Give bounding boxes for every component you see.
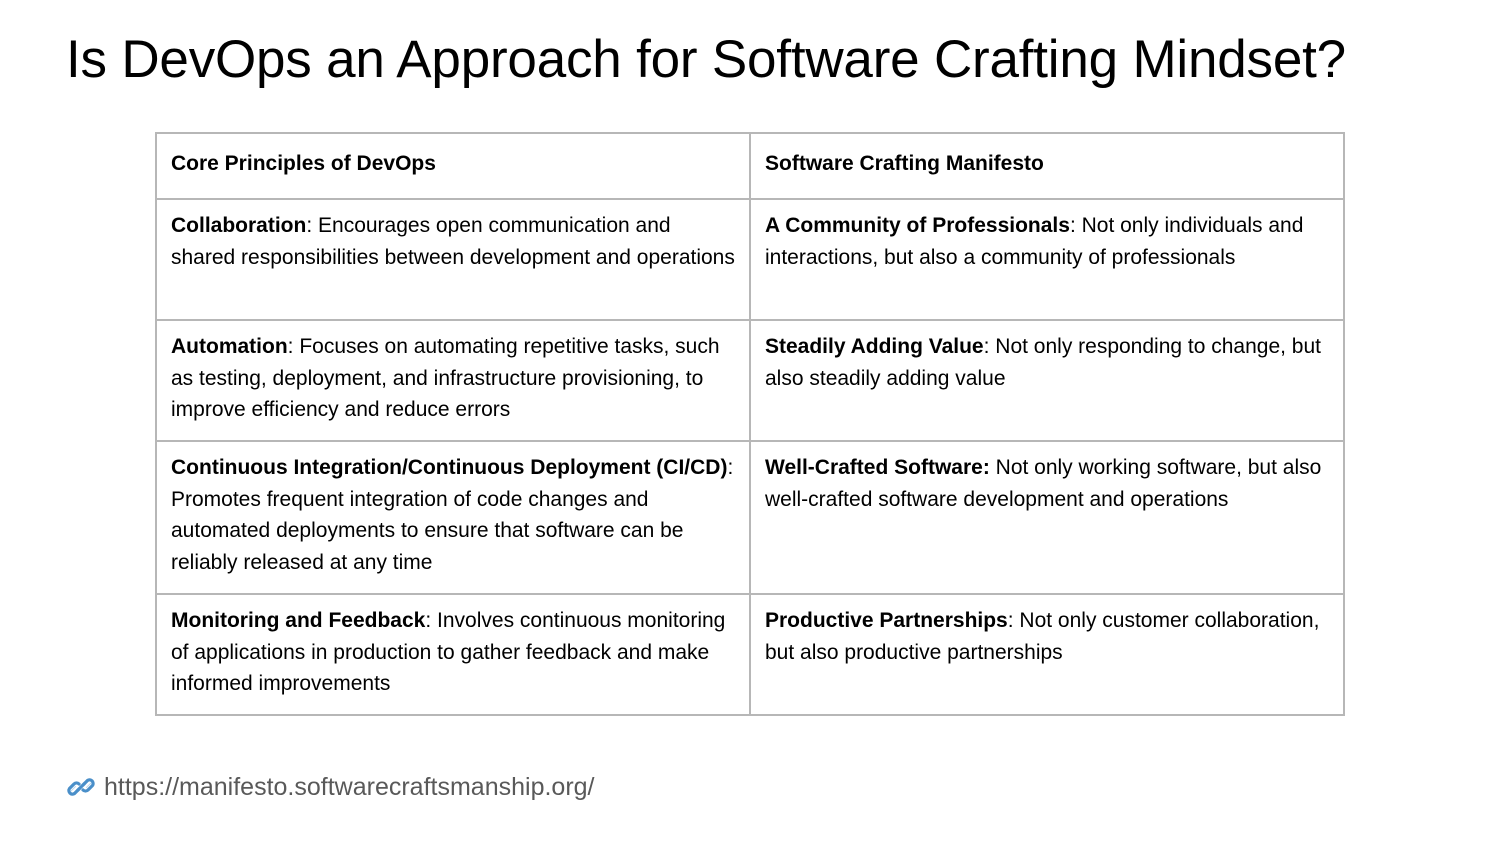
devops-principle-cell <box>156 199 750 320</box>
table-row <box>156 594 1344 715</box>
manifesto-cell <box>750 320 1344 441</box>
comparison-table <box>155 132 1345 716</box>
manifesto-description: : Not only customer collaboration, but also productive partnerships <box>765 609 1320 664</box>
devops-principle-cell <box>156 320 750 441</box>
principle-description: : Encourages open communication and shared responsibilities between development and operations <box>171 214 735 269</box>
devops-principle-cell <box>156 441 750 594</box>
manifesto-term: Well-Crafted Software: <box>765 456 990 479</box>
principle-description: : Promotes frequent integration of code changes and automated deployments to ensure that software can be reliably released at any time <box>171 456 734 574</box>
slide-title: Is DevOps an Approach for Software Crafting Mindset? <box>66 30 1346 89</box>
principle-term: Automation <box>171 335 288 358</box>
table-row <box>156 441 1344 594</box>
manifesto-cell <box>750 441 1344 594</box>
principle-term: Collaboration <box>171 214 307 237</box>
manifesto-cell <box>750 199 1344 320</box>
manifesto-description: : Not only individuals and interactions, but also a community of professionals <box>765 214 1304 269</box>
principle-term: Continuous Integration/Continuous Deployment (CI/CD) <box>171 456 728 479</box>
header-devops-principles: Core Principles of DevOps <box>156 133 750 199</box>
manifesto-term: A Community of Professionals <box>765 214 1070 237</box>
principle-description: : Focuses on automating repetitive tasks, such as testing, deployment, and infrastructure provisioning, to improve efficiency and reduce errors <box>171 335 720 421</box>
principle-description: : Involves continuous monitoring of applications in production to gather feedback and make informed improvements <box>171 609 726 695</box>
manifesto-description: Not only working software, but also well-crafted software development and operations <box>765 456 1322 511</box>
table-row <box>156 199 1344 320</box>
manifesto-description: : Not only responding to change, but also steadily adding value <box>765 335 1322 390</box>
header-software-crafting-manifesto: Software Crafting Manifesto <box>750 133 1344 199</box>
manifesto-url[interactable]: https://manifesto.softwarecraftsmanship.org/ <box>104 772 595 801</box>
footer-link[interactable] <box>66 772 595 802</box>
link-icon <box>66 772 96 802</box>
principle-term: Monitoring and Feedback <box>171 609 426 632</box>
table-header-row <box>156 133 1344 199</box>
table-row <box>156 320 1344 441</box>
devops-principle-cell <box>156 594 750 715</box>
manifesto-term: Steadily Adding Value <box>765 335 984 358</box>
manifesto-term: Productive Partnerships <box>765 609 1008 632</box>
manifesto-cell <box>750 594 1344 715</box>
